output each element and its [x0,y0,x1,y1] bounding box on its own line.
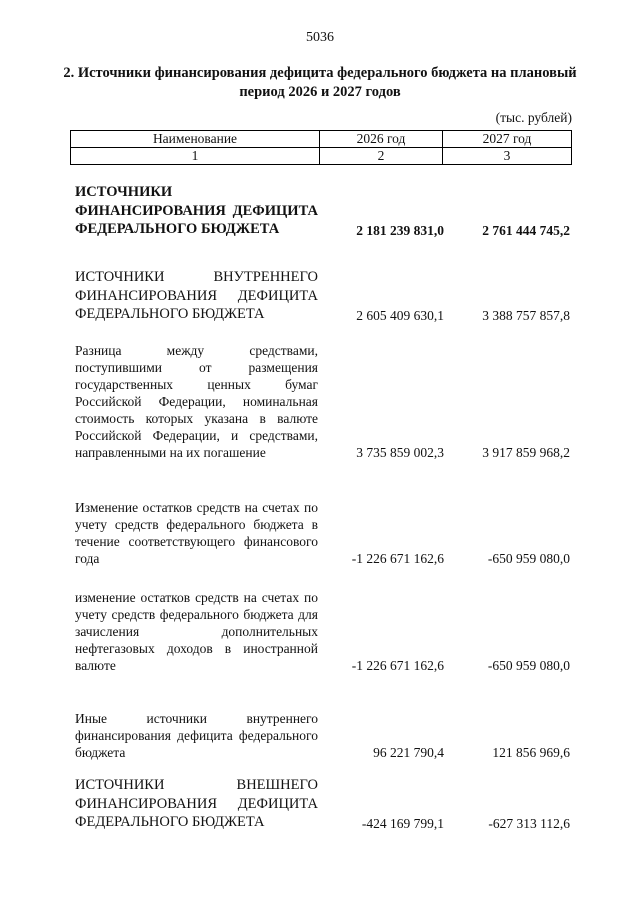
row-value-2027: 3 388 757 857,8 [482,307,570,323]
row-name: ИСТОЧНИКИ ВНЕШНЕГО ФИНАНСИРОВАНИЯ ДЕФИЦИТА ФЕДЕРАЛЬНОГО БЮДЖЕТА [75,777,318,830]
row-value-2027: 2 761 444 745,2 [482,222,570,238]
row-value-2026: -1 226 671 162,6 [351,551,444,566]
header-num-2: 2 [320,148,443,165]
table-row-external-sources [75,776,570,832]
row-name: изменение остатков средств на счетах по учету средств федерального бюджета для зачисления дополнительных нефтегазовых доходов в иностранной валюте [75,590,318,673]
row-name: Изменение остатков средств на счетах по учету средств федерального бюджета в течение соответствующего финансового года [75,500,318,566]
header-row [71,131,572,148]
header-num-1: 1 [71,148,320,165]
header-col-2027: 2027 год [443,131,572,148]
page-number: 5036 [306,30,334,45]
table-row-other-internal [75,710,570,761]
row-value-2026: 3 735 859 002,3 [356,445,444,460]
header-col-name: Наименование [71,131,320,148]
row-value-2027: 121 856 969,6 [492,745,570,760]
row-value-2026: 2 605 409 630,1 [356,307,444,323]
row-name: Разница между средствами, поступившими от размещения государственных ценных бумаг Российской Федерации, номинальная стоимость которых указана в валюте Российской Федерации, и средствами, направленными на их погашение [75,343,318,460]
row-value-2026: -1 226 671 162,6 [351,658,444,673]
row-value-2026: 96 221 790,4 [373,745,444,760]
row-value-2027: -627 313 112,6 [488,815,570,831]
row-value-2026: -424 169 799,1 [361,815,444,831]
row-name: ИСТОЧНИКИ ФИНАНСИРОВАНИЯ ДЕФИЦИТА ФЕДЕРАЛЬНОГО БЮДЖЕТА [75,184,318,237]
row-value-2026: 2 181 239 831,0 [356,222,444,238]
table-row-oil-gas-balance-change [75,589,570,674]
unit-label: (тыс. рублей) [495,110,572,125]
header-number-row [71,148,572,165]
header-col-2026: 2026 год [320,131,443,148]
table-row-balance-change [75,499,570,567]
header-num-3: 3 [443,148,572,165]
row-value-2027: -650 959 080,0 [487,658,570,673]
row-value-2027: 3 917 859 968,2 [482,445,570,460]
row-name: ИСТОЧНИКИ ВНУТРЕННЕГО ФИНАНСИРОВАНИЯ ДЕФИЦИТА ФЕДЕРАЛЬНОГО БЮДЖЕТА [75,269,318,322]
table-row-total-sources [75,183,570,239]
table-header [70,130,572,165]
table-row-internal-sources [75,268,570,324]
document-title: 2. Источники финансирования дефицита федерального бюджета на плановый период 2026 и 2027 годов [63,65,577,100]
table-row-securities-difference [75,342,570,461]
row-value-2027: -650 959 080,0 [487,551,570,566]
row-name: Иные источники внутреннего финансирования дефицита федерального бюджета [75,711,318,760]
